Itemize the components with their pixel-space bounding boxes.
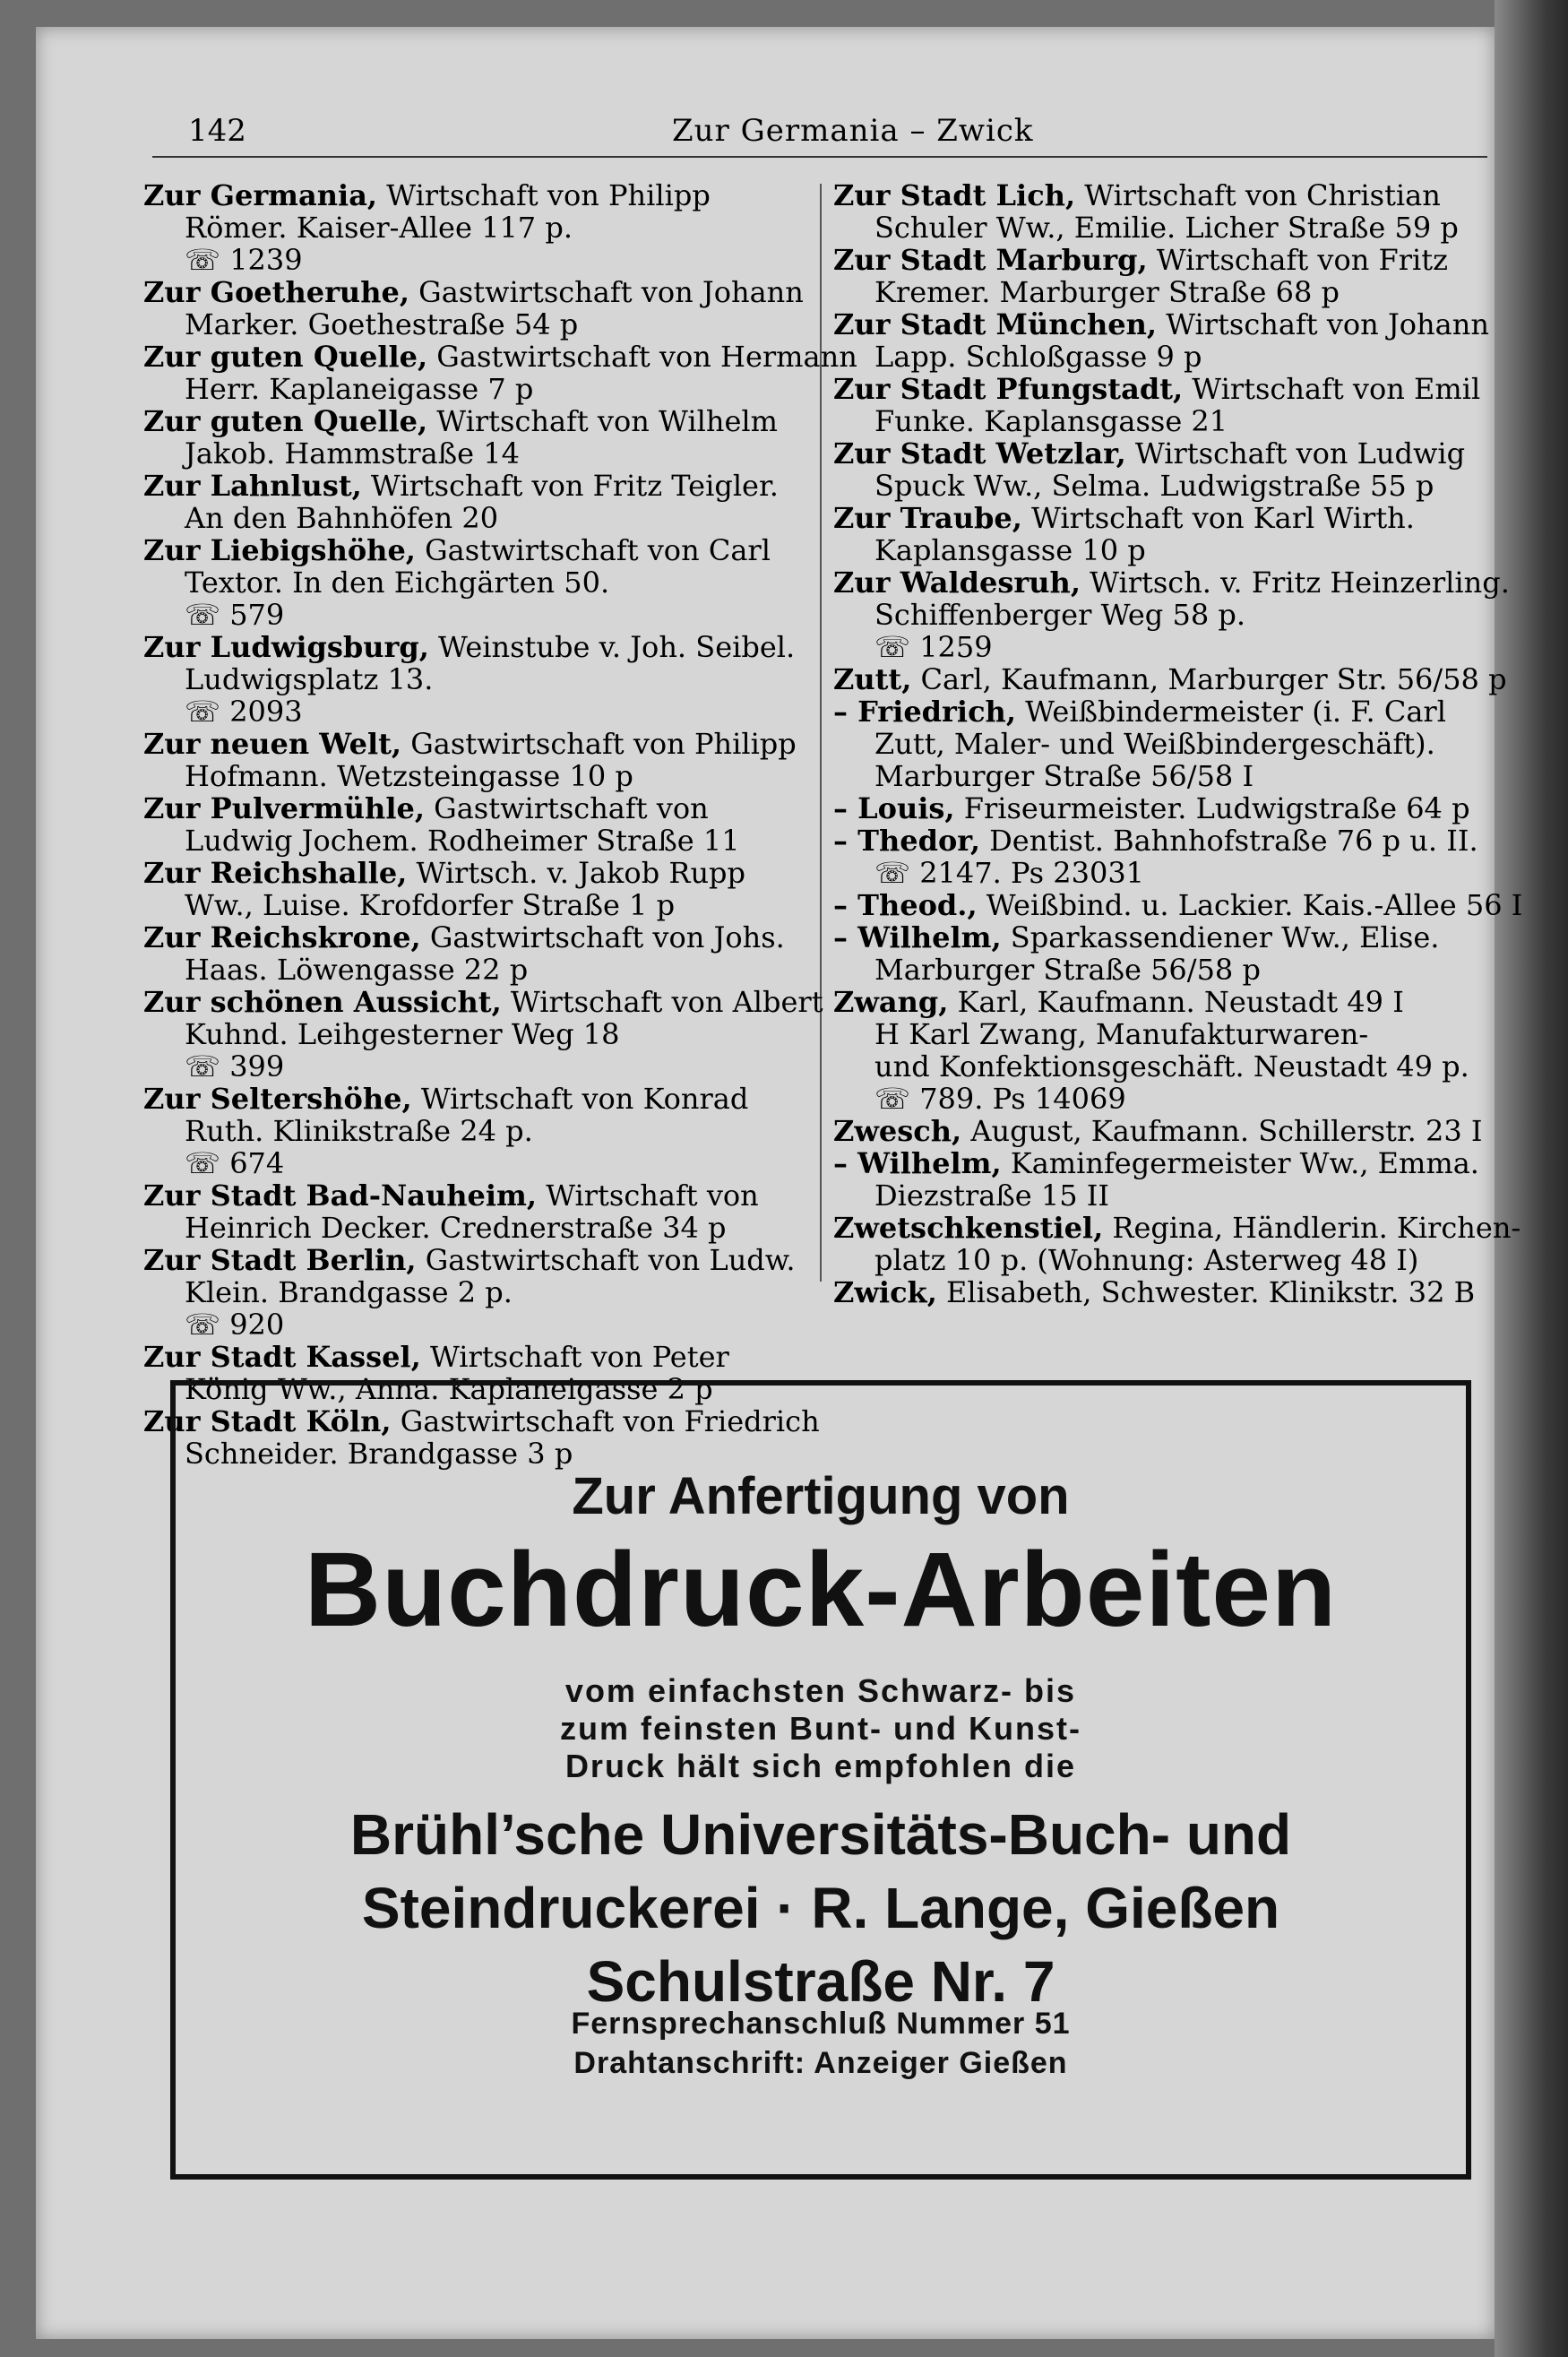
ad-contact xyxy=(176,2004,1466,2083)
directory-entry xyxy=(833,986,1478,1018)
entry-continuation: Spuck Ww., Selma. Ludwigstraße 55 p xyxy=(874,469,1434,503)
entry-name: Zur Seltershöhe, xyxy=(143,1082,412,1116)
entry-name: – Wilhelm, xyxy=(833,1146,1002,1180)
entry-continuation: Zutt, Maler- und Weißbindergeschäft). xyxy=(874,727,1435,761)
directory-entry xyxy=(833,1211,1521,1245)
entry-name: Zur Stadt Köln, xyxy=(143,1404,392,1438)
directory-entry xyxy=(833,1147,1478,1179)
entry-continuation: Ww., Luise. Krofdorfer Straße 1 p xyxy=(185,888,676,922)
directory-entry xyxy=(833,307,1489,341)
right-column xyxy=(833,178,1523,1309)
entry-name: Zur schönen Aussicht, xyxy=(143,985,502,1019)
entry-continuation: Römer. Kaiser-Allee 117 p. xyxy=(185,211,573,245)
entry-continuation: Ruth. Klinikstraße 24 p. xyxy=(185,1114,533,1148)
ad-description-line: vom einfachsten Schwarz- bis xyxy=(564,1672,1077,1709)
entry-continuation: Klein. Brandgasse 2 p. xyxy=(185,1275,513,1309)
entry-name: Zur Reichshalle, xyxy=(143,856,408,890)
entry-name: Zur Lahnlust, xyxy=(143,469,362,503)
entry-text: Kaminfegermeister Ww., Emma. xyxy=(1001,1146,1479,1180)
entry-name: – Wilhelm, xyxy=(833,920,1002,954)
entry-text: Wirtschaft von Konrad xyxy=(411,1082,749,1116)
entry-name: Zwang, xyxy=(833,985,949,1019)
ad-phone: Fernsprechanschluß Nummer 51 xyxy=(571,2007,1071,2041)
entry-name: Zur Stadt Marburg, xyxy=(833,243,1148,277)
entry-continuation: Heinrich Decker. Crednerstraße 34 p xyxy=(185,1211,727,1245)
ad-company xyxy=(176,1798,1466,2018)
entry-continuation: Schneider. Brandgasse 3 p xyxy=(185,1437,573,1471)
directory-entry xyxy=(143,921,788,954)
directory-entry xyxy=(833,502,1478,534)
advertisement-box xyxy=(170,1380,1471,2180)
directory-entry xyxy=(833,662,1507,696)
entry-text: Wirtschaft von Philipp xyxy=(377,178,711,212)
entry-continuation: H Karl Zwang, Manufakturwaren- xyxy=(874,1017,1369,1051)
entry-name: Zur Stadt Bad-Nauheim, xyxy=(143,1178,538,1213)
page-number: 142 xyxy=(188,113,246,149)
directory-entry xyxy=(143,405,788,437)
entry-continuation: ☏ 399 xyxy=(185,1049,285,1084)
entry-continuation: ☏ 1239 xyxy=(185,243,303,277)
directory-entry xyxy=(143,1083,788,1115)
entry-continuation: Funke. Kaplansgasse 21 xyxy=(874,404,1228,438)
entry-continuation: Schuler Ww., Emilie. Licher Straße 59 p xyxy=(874,211,1459,245)
entry-text: Wirtschaft von Fritz Teigler. xyxy=(361,469,779,503)
directory-entry xyxy=(143,630,796,664)
entry-text: Wirtschaft von Albert xyxy=(501,985,823,1019)
entry-name: Zur Stadt Pfungstadt, xyxy=(833,372,1184,406)
directory-entry xyxy=(833,372,1481,406)
entry-continuation: Lapp. Schloßgasse 9 p xyxy=(874,340,1202,374)
entry-text: Wirtsch. v. Jakob Rupp xyxy=(407,856,746,890)
entry-name: Zur Reichskrone, xyxy=(143,920,421,954)
entry-name: – Louis, xyxy=(833,791,955,825)
entry-name: Zur Traube, xyxy=(833,501,1022,535)
entry-text: Wirtschaft von xyxy=(537,1178,759,1213)
ad-description xyxy=(176,1672,1466,1785)
directory-entry xyxy=(143,340,857,374)
entry-continuation: Ludwig Jochem. Rodheimer Straße 11 xyxy=(185,824,740,858)
entry-text: Friseurmeister. Ludwigstraße 64 p xyxy=(954,791,1470,825)
entry-name: Zur Stadt Lich, xyxy=(833,178,1076,212)
entry-name: Zur Liebigshöhe, xyxy=(143,533,416,567)
entry-continuation: Kaplansgasse 10 p xyxy=(874,533,1146,567)
ad-description-line: zum feinsten Bunt- und Kunst- xyxy=(560,1710,1081,1747)
directory-entry xyxy=(833,179,1478,212)
directory-entry xyxy=(833,1114,1483,1148)
entry-text: Regina, Händlerin. Kirchen- xyxy=(1103,1211,1521,1245)
entry-continuation: Ludwigsplatz 13. xyxy=(185,662,434,696)
entry-name: Zwetschkenstiel, xyxy=(833,1211,1104,1245)
entry-text: Gastwirtschaft von Friedrich xyxy=(391,1404,820,1438)
directory-entry xyxy=(143,857,788,889)
entry-text: Gastwirtschaft von Ludw. xyxy=(416,1243,796,1277)
entry-text: Carl, Kaufmann, Marburger Str. 56/58 p xyxy=(911,662,1507,696)
page-header xyxy=(152,109,1487,158)
directory-entry xyxy=(143,470,788,502)
entry-text: Wirtschaft von Peter xyxy=(420,1340,729,1374)
entry-name: Zutt, xyxy=(833,662,912,696)
entry-continuation: ☏ 920 xyxy=(185,1308,285,1342)
entry-text: Weinstube v. Joh. Seibel. xyxy=(428,630,796,664)
entry-text: Wirtschaft von Wilhelm xyxy=(427,404,778,438)
entry-text: Gastwirtschaft von Philipp xyxy=(401,727,797,761)
ad-intro: Zur Anfertigung von xyxy=(572,1467,1070,1525)
entry-name: Zwesch, xyxy=(833,1114,962,1148)
directory-entry xyxy=(833,921,1478,954)
entry-continuation: Diezstraße 15 II xyxy=(874,1178,1109,1213)
ad-company-line: Brühl’sche Universitäts-Buch- und xyxy=(349,1802,1292,1867)
directory-entry xyxy=(833,566,1510,600)
directory-entry xyxy=(143,534,788,566)
entry-name: – Friedrich, xyxy=(833,695,1016,729)
entry-text: Gastwirtschaft von Johann xyxy=(409,275,804,309)
entry-name: Zur Goetheruhe, xyxy=(143,275,409,309)
entry-name: – Theod., xyxy=(833,888,978,922)
entry-name: Zur Ludwigsburg, xyxy=(143,630,429,664)
directory-entry xyxy=(143,792,788,825)
entry-text: Gastwirtschaft von Hermann xyxy=(427,340,857,374)
entry-name: Zur guten Quelle, xyxy=(143,340,428,374)
entry-continuation: und Konfektionsgeschäft. Neustadt 49 p. xyxy=(874,1049,1469,1084)
entry-name: Zur Waldesruh, xyxy=(833,566,1081,600)
entry-text: Dentist. Bahnhofstraße 76 p u. II. xyxy=(979,824,1478,858)
entry-text: Wirtschaft von Christian xyxy=(1075,178,1441,212)
entry-continuation: Textor. In den Eichgärten 50. xyxy=(185,566,610,600)
entry-continuation: ☏ 2093 xyxy=(185,695,303,729)
entry-continuation: Kremer. Marburger Straße 68 p xyxy=(874,275,1340,309)
entry-text: Wirtschaft von Ludwig xyxy=(1125,436,1466,471)
entry-continuation: König Ww., Anna. Kaplaneigasse 2 p xyxy=(185,1372,713,1406)
left-column xyxy=(143,178,857,1471)
ad-description-line: Druck hält sich empfohlen die xyxy=(564,1748,1077,1784)
entry-name: Zur Germania, xyxy=(143,178,378,212)
entry-name: Zur Stadt Wetzlar, xyxy=(833,436,1126,471)
book-edge xyxy=(1495,0,1568,2357)
entry-name: Zwick, xyxy=(833,1275,937,1309)
entry-name: Zur neuen Welt, xyxy=(143,727,402,761)
entry-name: Zur Stadt München, xyxy=(833,307,1158,341)
entry-text: Wirtsch. v. Fritz Heinzerling. xyxy=(1080,566,1510,600)
entry-continuation: ☏ 789. Ps 14069 xyxy=(874,1082,1126,1116)
entry-continuation: Jakob. Hammstraße 14 xyxy=(185,436,520,471)
entry-name: Zur Pulvermühle, xyxy=(143,791,425,825)
entry-continuation: Marburger Straße 56/58 p xyxy=(874,953,1261,987)
directory-entry xyxy=(833,695,1478,728)
entry-text: Wirtschaft von Karl Wirth. xyxy=(1021,501,1415,535)
ad-company-line: Steindruckerei · R. Lange, Gießen xyxy=(361,1876,1280,1940)
entry-continuation: Schiffenberger Weg 58 p. xyxy=(874,598,1245,632)
directory-entry xyxy=(143,985,823,1019)
entry-name: – Thedor, xyxy=(833,824,980,858)
directory-entry xyxy=(833,437,1478,470)
ad-telegraph: Drahtanschrift: Anzeiger Gießen xyxy=(573,2046,1068,2080)
ad-headline: Buchdruck-Arbeiten xyxy=(304,1531,1338,1649)
entry-continuation: Herr. Kaplaneigasse 7 p xyxy=(185,372,534,406)
entry-continuation: An den Bahnhöfen 20 xyxy=(185,501,499,535)
directory-entry xyxy=(833,888,1523,922)
directory-entry xyxy=(143,1179,788,1212)
directory-entry xyxy=(833,792,1478,825)
entry-text: Weißbindermeister (i. F. Carl xyxy=(1015,695,1446,729)
entry-name: Zur Stadt Berlin, xyxy=(143,1243,417,1277)
directory-entry xyxy=(143,1341,788,1373)
entry-text: Elisabeth, Schwester. Klinikstr. 32 B xyxy=(936,1275,1476,1309)
running-head: Zur Germania – Zwick xyxy=(672,113,1034,149)
entry-name: Zur guten Quelle, xyxy=(143,404,428,438)
directory-entry xyxy=(143,727,797,761)
directory-entry xyxy=(833,825,1478,857)
entry-text: Gastwirtschaft von Johs. xyxy=(420,920,785,954)
entry-continuation: ☏ 2147. Ps 23031 xyxy=(874,856,1145,890)
entry-text: Sparkassendiener Ww., Elise. xyxy=(1001,920,1440,954)
entry-text: Wirtschaft von Emil xyxy=(1183,372,1481,406)
entry-continuation: ☏ 674 xyxy=(185,1146,285,1180)
entry-text: Weißbind. u. Lackier. Kais.-Allee 56 I xyxy=(977,888,1523,922)
directory-entry xyxy=(143,1243,796,1277)
entry-continuation: Marker. Goethestraße 54 p xyxy=(185,307,579,341)
entry-continuation: platz 10 p. (Wohnung: Asterweg 48 I) xyxy=(874,1243,1419,1277)
entry-text: Wirtschaft von Johann xyxy=(1157,307,1489,341)
entry-continuation: Haas. Löwengasse 22 p xyxy=(185,953,529,987)
directory-entry xyxy=(143,275,804,309)
entry-text: Gastwirtschaft von xyxy=(424,791,709,825)
entry-text: Karl, Kaufmann. Neustadt 49 I xyxy=(948,985,1404,1019)
entry-continuation: Hofmann. Wetzsteingasse 10 p xyxy=(185,759,633,793)
ad-address: Schulstraße Nr. 7 xyxy=(586,1949,1055,2014)
entry-continuation: ☏ 1259 xyxy=(874,630,993,664)
entry-continuation: ☏ 579 xyxy=(185,598,285,632)
directory-entry xyxy=(833,244,1478,276)
entry-text: August, Kaufmann. Schillerstr. 23 I xyxy=(961,1114,1483,1148)
entry-continuation: Kuhnd. Leihgesterner Weg 18 xyxy=(185,1017,620,1051)
entry-continuation: Marburger Straße 56/58 I xyxy=(874,759,1254,793)
entry-text: Wirtschaft von Fritz xyxy=(1147,243,1448,277)
directory-entry xyxy=(143,179,788,212)
directory-entry xyxy=(833,1276,1478,1308)
entry-text: Gastwirtschaft von Carl xyxy=(415,533,771,567)
entry-name: Zur Stadt Kassel, xyxy=(143,1340,421,1374)
